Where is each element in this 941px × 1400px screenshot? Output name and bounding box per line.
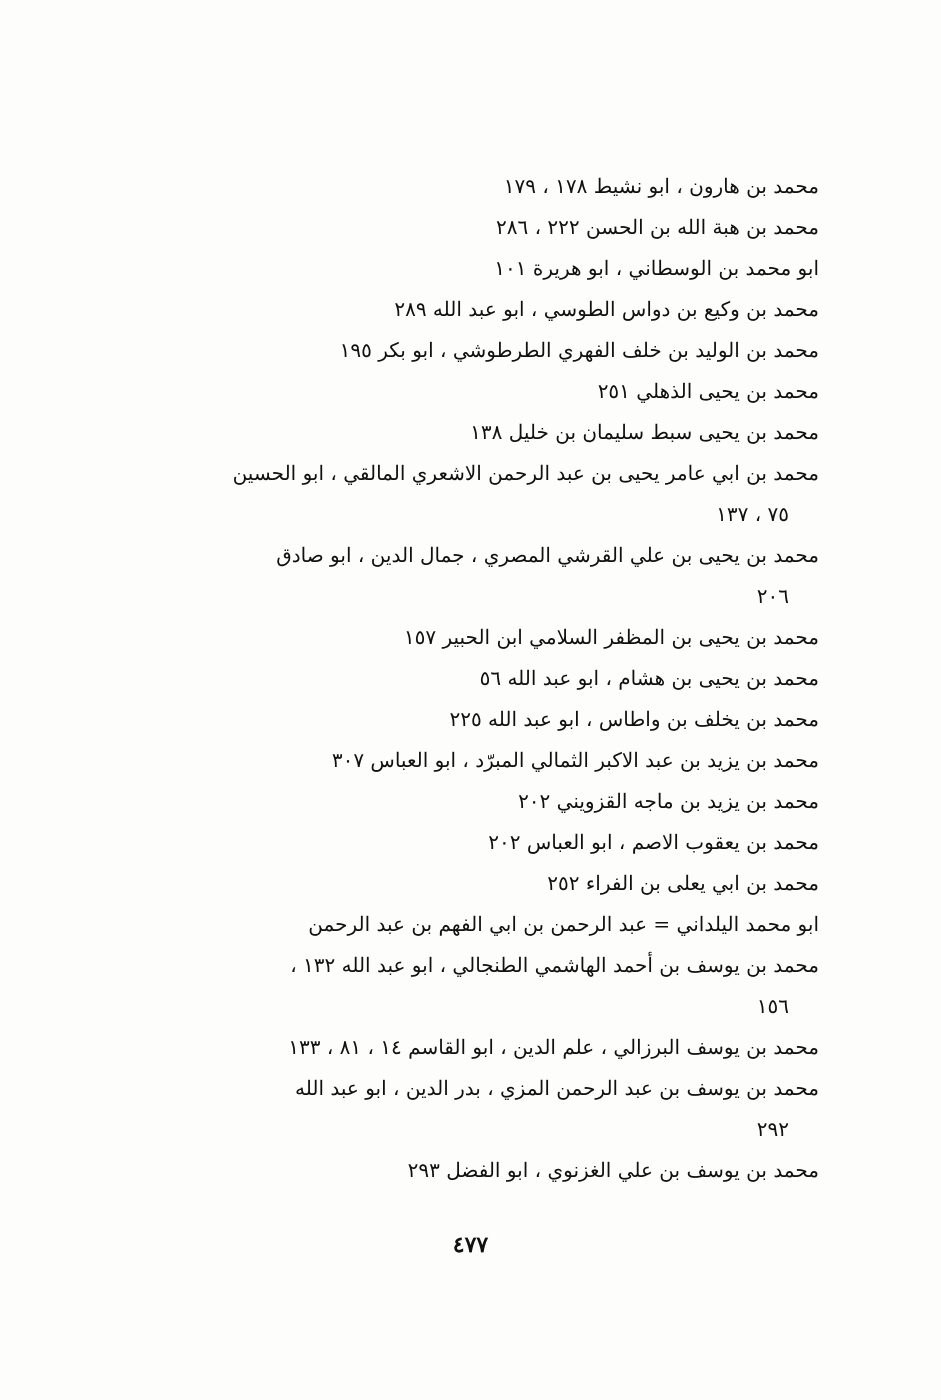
entry-text: محمد بن يحيى سبط سليمان بن خليل ١٣٨ xyxy=(470,420,819,444)
index-entry xyxy=(164,535,819,617)
index-entry xyxy=(164,617,819,658)
entry-text: محمد بن يوسف بن عبد الرحمن المزي ، بدر الدين ، ابو عبد الله xyxy=(295,1076,819,1100)
entry-text: محمد بن يحيى بن المظفر السلامي ابن الحبير ١٥٧ xyxy=(403,625,819,649)
entry-text: محمد بن يخلف بن واطاس ، ابو عبد الله ٢٢٥ xyxy=(449,707,819,731)
entry-text: محمد بن هبة الله بن الحسن ٢٢٢ ، ٢٨٦ xyxy=(496,215,819,239)
index-entry xyxy=(164,781,819,822)
index-entry xyxy=(164,248,819,289)
entry-continuation: ١٥٦ xyxy=(756,994,789,1018)
entry-text: محمد بن يوسف بن علي الغزنوي ، ابو الفضل ٢٩٣ xyxy=(407,1158,819,1182)
entry-text: محمد بن يوسف البرزالي ، علم الدين ، ابو القاسم ١٤ ، ٨١ ، ١٣٣ xyxy=(288,1035,819,1059)
entry-text: محمد بن هارون ، ابو نشيط ١٧٨ ، ١٧٩ xyxy=(503,174,819,198)
index-entry xyxy=(164,371,819,412)
entry-text: محمد بن يحيى الذهلي ٢٥١ xyxy=(597,379,819,403)
index-entry xyxy=(164,1027,819,1068)
index-entry xyxy=(164,1068,819,1150)
index-entry xyxy=(164,289,819,330)
entry-text: محمد بن ابي يعلى بن الفراء ٢٥٢ xyxy=(547,871,819,895)
entry-text: ابو محمد بن الوسطاني ، ابو هريرة ١٠١ xyxy=(494,256,819,280)
entry-text: محمد بن وكيع بن دواس الطوسي ، ابو عبد الله ٢٨٩ xyxy=(394,297,819,321)
entry-text: محمد بن يعقوب الاصم ، ابو العباس ٢٠٢ xyxy=(488,830,819,854)
index-entry xyxy=(164,740,819,781)
index-entry xyxy=(164,166,819,207)
entry-continuation: ٧٥ ، ١٣٧ xyxy=(716,502,789,526)
entry-text: محمد بن يحيى بن علي القرشي المصري ، جمال الدين ، ابو صادق xyxy=(276,543,819,567)
entry-text: محمد بن يزيد بن ماجه القزويني ٢٠٢ xyxy=(518,789,819,813)
entry-continuation: ٢٩٢ xyxy=(756,1117,789,1141)
entry-text: محمد بن يحيى بن هشام ، ابو عبد الله ٥٦ xyxy=(479,666,819,690)
entry-text: ابو محمد اليلداني = عبد الرحمن بن ابي الفهم بن عبد الرحمن xyxy=(308,912,819,936)
entry-continuation: ٢٠٦ xyxy=(756,584,789,608)
index-entry xyxy=(164,453,819,535)
entry-text: محمد بن الوليد بن خلف الفهري الطرطوشي ، ابو بكر ١٩٥ xyxy=(339,338,819,362)
index-entries xyxy=(164,166,819,1191)
index-entry xyxy=(164,863,819,904)
index-entry xyxy=(164,330,819,371)
index-entry xyxy=(164,658,819,699)
index-entry xyxy=(164,822,819,863)
entry-text: محمد بن ابي عامر يحيى بن عبد الرحمن الاشعري المالقي ، ابو الحسين xyxy=(232,461,819,485)
index-entry xyxy=(164,412,819,453)
index-entry xyxy=(164,1150,819,1191)
index-entry xyxy=(164,904,819,945)
index-entry xyxy=(164,207,819,248)
index-entry xyxy=(164,699,819,740)
index-entry xyxy=(164,945,819,1027)
page-number: ٤٧٧ xyxy=(452,1232,489,1258)
entry-text: محمد بن يزيد بن عبد الاكبر الثمالي المبرّد ، ابو العباس ٣٠٧ xyxy=(331,748,819,772)
entry-text: محمد بن يوسف بن أحمد الهاشمي الطنجالي ، ابو عبد الله ١٣٢ ، xyxy=(290,953,819,977)
